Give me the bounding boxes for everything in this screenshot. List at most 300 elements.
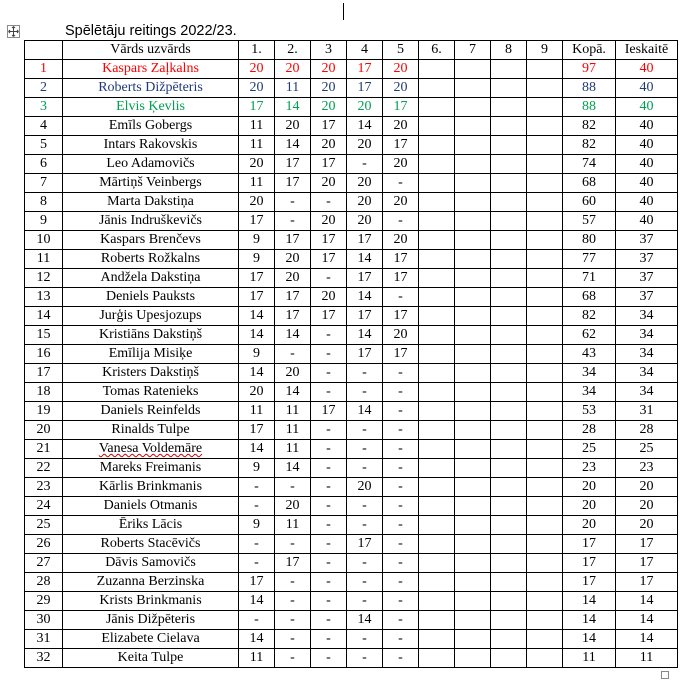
round-1-score-cell[interactable]: 17	[239, 573, 275, 592]
round-3-score-cell[interactable]: -	[311, 440, 347, 459]
round-2-score-cell[interactable]: 17	[275, 155, 311, 174]
round-2-score-cell[interactable]: -	[275, 611, 311, 630]
round-7-score-cell[interactable]	[455, 231, 491, 250]
round-2-score-cell[interactable]: -	[275, 193, 311, 212]
round-9-score-cell[interactable]	[527, 459, 563, 478]
round-3-score-cell[interactable]: 20	[311, 136, 347, 155]
round-4-score-cell[interactable]: -	[347, 421, 383, 440]
round-9-score-cell[interactable]	[527, 117, 563, 136]
round-3-score-cell[interactable]: -	[311, 554, 347, 573]
round-9-score-cell[interactable]	[527, 649, 563, 668]
round-2-score-cell[interactable]: 14	[275, 98, 311, 117]
round-3-score-cell[interactable]: -	[311, 630, 347, 649]
round-9-score-cell[interactable]	[527, 250, 563, 269]
player-name-cell[interactable]	[63, 307, 239, 326]
round-1-score-cell[interactable]: 11	[239, 174, 275, 193]
round-2-score-cell[interactable]: 11	[275, 402, 311, 421]
round-8-score-cell[interactable]	[491, 402, 527, 421]
round-7-score-cell[interactable]	[455, 497, 491, 516]
rank-cell[interactable]: 31	[25, 630, 63, 649]
round-4-score-cell[interactable]: 17	[347, 307, 383, 326]
round-2-score-cell[interactable]: -	[275, 478, 311, 497]
round-9-score-cell[interactable]	[527, 364, 563, 383]
counted-cell[interactable]: 20	[616, 497, 678, 516]
total-cell[interactable]: 17	[563, 554, 616, 573]
total-cell[interactable]: 82	[563, 117, 616, 136]
round-7-score-cell[interactable]	[455, 592, 491, 611]
round-9-score-cell[interactable]	[527, 440, 563, 459]
round-9-score-cell[interactable]	[527, 573, 563, 592]
round-2-score-cell[interactable]: 17	[275, 554, 311, 573]
round-1-score-cell[interactable]: -	[239, 535, 275, 554]
round-8-score-cell[interactable]	[491, 288, 527, 307]
round-3-score-cell[interactable]: 20	[311, 212, 347, 231]
table-resize-handle[interactable]	[661, 671, 669, 679]
counted-cell[interactable]: 17	[616, 554, 678, 573]
round-9-score-cell[interactable]	[527, 592, 563, 611]
round-6-score-cell[interactable]	[419, 79, 455, 98]
round-5-score-cell[interactable]: -	[383, 554, 419, 573]
round-8-score-cell[interactable]	[491, 79, 527, 98]
round-3-score-cell[interactable]: 17	[311, 307, 347, 326]
round-4-score-cell[interactable]: 14	[347, 250, 383, 269]
counted-cell[interactable]: 34	[616, 364, 678, 383]
round-2-score-cell[interactable]: 11	[275, 421, 311, 440]
round-5-score-cell[interactable]: 20	[383, 155, 419, 174]
round-5-score-cell[interactable]: -	[383, 573, 419, 592]
round-6-score-cell[interactable]	[419, 516, 455, 535]
header-round-8[interactable]: 8	[491, 41, 527, 60]
header-round-6[interactable]: 6.	[419, 41, 455, 60]
player-name-cell[interactable]	[63, 193, 239, 212]
round-5-score-cell[interactable]: -	[383, 478, 419, 497]
total-cell[interactable]: 23	[563, 459, 616, 478]
round-6-score-cell[interactable]	[419, 174, 455, 193]
round-3-score-cell[interactable]: -	[311, 516, 347, 535]
round-8-score-cell[interactable]	[491, 60, 527, 79]
total-cell[interactable]: 25	[563, 440, 616, 459]
round-1-score-cell[interactable]: 9	[239, 516, 275, 535]
round-6-score-cell[interactable]	[419, 402, 455, 421]
round-3-score-cell[interactable]: -	[311, 345, 347, 364]
player-name-cell[interactable]	[63, 117, 239, 136]
round-6-score-cell[interactable]	[419, 611, 455, 630]
rank-cell[interactable]: 9	[25, 212, 63, 231]
player-name-cell[interactable]	[63, 79, 239, 98]
total-cell[interactable]: 57	[563, 212, 616, 231]
rank-cell[interactable]: 8	[25, 193, 63, 212]
total-cell[interactable]: 71	[563, 269, 616, 288]
counted-cell[interactable]: 40	[616, 155, 678, 174]
player-name-cell[interactable]	[63, 611, 239, 630]
round-6-score-cell[interactable]	[419, 554, 455, 573]
round-4-score-cell[interactable]: 14	[347, 326, 383, 345]
round-3-score-cell[interactable]: -	[311, 326, 347, 345]
round-9-score-cell[interactable]	[527, 231, 563, 250]
player-name-cell[interactable]	[63, 478, 239, 497]
counted-cell[interactable]: 23	[616, 459, 678, 478]
round-5-score-cell[interactable]: -	[383, 364, 419, 383]
round-1-score-cell[interactable]: 14	[239, 630, 275, 649]
round-3-score-cell[interactable]: -	[311, 592, 347, 611]
round-2-score-cell[interactable]: 11	[275, 79, 311, 98]
round-7-score-cell[interactable]	[455, 212, 491, 231]
round-4-score-cell[interactable]: 20	[347, 174, 383, 193]
header-round-3[interactable]: 3	[311, 41, 347, 60]
player-name-cell[interactable]	[63, 288, 239, 307]
round-6-score-cell[interactable]	[419, 307, 455, 326]
round-7-score-cell[interactable]	[455, 421, 491, 440]
round-4-score-cell[interactable]: 17	[347, 269, 383, 288]
rank-cell[interactable]: 26	[25, 535, 63, 554]
round-2-score-cell[interactable]: 20	[275, 269, 311, 288]
total-cell[interactable]: 14	[563, 630, 616, 649]
round-5-score-cell[interactable]: -	[383, 535, 419, 554]
round-5-score-cell[interactable]: -	[383, 402, 419, 421]
header-name[interactable]: Vārds uzvārds	[63, 41, 239, 60]
rank-cell[interactable]: 29	[25, 592, 63, 611]
player-name-cell[interactable]	[63, 383, 239, 402]
round-5-score-cell[interactable]: -	[383, 212, 419, 231]
total-cell[interactable]: 77	[563, 250, 616, 269]
counted-cell[interactable]: 34	[616, 326, 678, 345]
header-round-2[interactable]: 2.	[275, 41, 311, 60]
counted-cell[interactable]: 40	[616, 98, 678, 117]
round-2-score-cell[interactable]: 14	[275, 136, 311, 155]
round-9-score-cell[interactable]	[527, 79, 563, 98]
rank-cell[interactable]: 28	[25, 573, 63, 592]
total-cell[interactable]: 74	[563, 155, 616, 174]
round-8-score-cell[interactable]	[491, 459, 527, 478]
counted-cell[interactable]: 40	[616, 212, 678, 231]
player-name-cell[interactable]	[63, 592, 239, 611]
player-name-cell[interactable]	[63, 554, 239, 573]
round-2-score-cell[interactable]: 20	[275, 250, 311, 269]
round-4-score-cell[interactable]: 14	[347, 611, 383, 630]
player-name-cell[interactable]	[63, 326, 239, 345]
table-move-handle[interactable]	[7, 25, 20, 38]
round-5-score-cell[interactable]: -	[383, 288, 419, 307]
round-1-score-cell[interactable]: -	[239, 478, 275, 497]
round-5-score-cell[interactable]: 17	[383, 345, 419, 364]
player-name-cell[interactable]	[63, 497, 239, 516]
round-4-score-cell[interactable]: 14	[347, 288, 383, 307]
round-7-score-cell[interactable]	[455, 364, 491, 383]
round-5-score-cell[interactable]: 20	[383, 117, 419, 136]
round-8-score-cell[interactable]	[491, 516, 527, 535]
rank-cell[interactable]: 20	[25, 421, 63, 440]
round-8-score-cell[interactable]	[491, 554, 527, 573]
total-cell[interactable]: 80	[563, 231, 616, 250]
round-1-score-cell[interactable]: 11	[239, 136, 275, 155]
rank-cell[interactable]: 32	[25, 649, 63, 668]
total-cell[interactable]: 11	[563, 649, 616, 668]
round-6-score-cell[interactable]	[419, 421, 455, 440]
rank-cell[interactable]: 30	[25, 611, 63, 630]
total-cell[interactable]: 68	[563, 174, 616, 193]
round-7-score-cell[interactable]	[455, 193, 491, 212]
round-4-score-cell[interactable]: -	[347, 554, 383, 573]
round-1-score-cell[interactable]: 11	[239, 402, 275, 421]
rank-cell[interactable]: 7	[25, 174, 63, 193]
round-4-score-cell[interactable]: -	[347, 497, 383, 516]
round-8-score-cell[interactable]	[491, 98, 527, 117]
round-1-score-cell[interactable]: 11	[239, 117, 275, 136]
round-1-score-cell[interactable]: 9	[239, 231, 275, 250]
counted-cell[interactable]: 14	[616, 630, 678, 649]
round-5-score-cell[interactable]: 17	[383, 307, 419, 326]
round-8-score-cell[interactable]	[491, 440, 527, 459]
round-5-score-cell[interactable]: -	[383, 440, 419, 459]
round-7-score-cell[interactable]	[455, 630, 491, 649]
round-5-score-cell[interactable]: 20	[383, 326, 419, 345]
player-name-cell[interactable]	[63, 60, 239, 79]
round-1-score-cell[interactable]: -	[239, 611, 275, 630]
round-7-score-cell[interactable]	[455, 155, 491, 174]
total-cell[interactable]: 14	[563, 611, 616, 630]
round-8-score-cell[interactable]	[491, 649, 527, 668]
player-name-cell[interactable]	[63, 421, 239, 440]
round-2-score-cell[interactable]: 11	[275, 516, 311, 535]
round-9-score-cell[interactable]	[527, 383, 563, 402]
round-4-score-cell[interactable]: 20	[347, 212, 383, 231]
round-3-score-cell[interactable]: 17	[311, 250, 347, 269]
header-round-4[interactable]: 4	[347, 41, 383, 60]
round-7-score-cell[interactable]	[455, 98, 491, 117]
round-8-score-cell[interactable]	[491, 345, 527, 364]
round-4-score-cell[interactable]: 17	[347, 345, 383, 364]
round-6-score-cell[interactable]	[419, 649, 455, 668]
counted-cell[interactable]: 40	[616, 174, 678, 193]
round-3-score-cell[interactable]: 20	[311, 79, 347, 98]
counted-cell[interactable]: 34	[616, 345, 678, 364]
round-9-score-cell[interactable]	[527, 307, 563, 326]
round-1-score-cell[interactable]: -	[239, 554, 275, 573]
round-4-score-cell[interactable]: -	[347, 155, 383, 174]
rank-cell[interactable]: 19	[25, 402, 63, 421]
round-2-score-cell[interactable]: 14	[275, 326, 311, 345]
rank-cell[interactable]: 2	[25, 79, 63, 98]
rank-cell[interactable]: 16	[25, 345, 63, 364]
round-4-score-cell[interactable]: 17	[347, 535, 383, 554]
round-1-score-cell[interactable]: 20	[239, 60, 275, 79]
total-cell[interactable]: 68	[563, 288, 616, 307]
total-cell[interactable]: 82	[563, 307, 616, 326]
round-6-score-cell[interactable]	[419, 269, 455, 288]
round-5-score-cell[interactable]: -	[383, 630, 419, 649]
player-name-cell[interactable]	[63, 345, 239, 364]
round-8-score-cell[interactable]	[491, 535, 527, 554]
round-2-score-cell[interactable]: 20	[275, 497, 311, 516]
round-7-score-cell[interactable]	[455, 611, 491, 630]
round-9-score-cell[interactable]	[527, 136, 563, 155]
round-6-score-cell[interactable]	[419, 440, 455, 459]
total-cell[interactable]: 17	[563, 535, 616, 554]
round-8-score-cell[interactable]	[491, 231, 527, 250]
round-6-score-cell[interactable]	[419, 136, 455, 155]
round-8-score-cell[interactable]	[491, 193, 527, 212]
round-9-score-cell[interactable]	[527, 554, 563, 573]
round-7-score-cell[interactable]	[455, 269, 491, 288]
round-5-score-cell[interactable]: -	[383, 497, 419, 516]
round-6-score-cell[interactable]	[419, 364, 455, 383]
round-4-score-cell[interactable]: -	[347, 573, 383, 592]
counted-cell[interactable]: 17	[616, 573, 678, 592]
round-4-score-cell[interactable]: 14	[347, 117, 383, 136]
round-7-score-cell[interactable]	[455, 440, 491, 459]
round-1-score-cell[interactable]: 14	[239, 307, 275, 326]
counted-cell[interactable]: 37	[616, 231, 678, 250]
counted-cell[interactable]: 31	[616, 402, 678, 421]
rank-cell[interactable]: 5	[25, 136, 63, 155]
round-9-score-cell[interactable]	[527, 611, 563, 630]
round-7-score-cell[interactable]	[455, 79, 491, 98]
round-7-score-cell[interactable]	[455, 478, 491, 497]
round-7-score-cell[interactable]	[455, 288, 491, 307]
total-cell[interactable]: 14	[563, 592, 616, 611]
counted-cell[interactable]: 34	[616, 383, 678, 402]
round-1-score-cell[interactable]: 9	[239, 345, 275, 364]
round-3-score-cell[interactable]: 17	[311, 155, 347, 174]
rank-cell[interactable]: 17	[25, 364, 63, 383]
player-name-cell[interactable]	[63, 174, 239, 193]
header-round-1[interactable]: 1.	[239, 41, 275, 60]
round-5-score-cell[interactable]: -	[383, 174, 419, 193]
round-4-score-cell[interactable]: 17	[347, 79, 383, 98]
round-6-score-cell[interactable]	[419, 383, 455, 402]
round-3-score-cell[interactable]: -	[311, 383, 347, 402]
header-nr[interactable]	[25, 41, 63, 60]
round-8-score-cell[interactable]	[491, 497, 527, 516]
round-8-score-cell[interactable]	[491, 250, 527, 269]
round-6-score-cell[interactable]	[419, 326, 455, 345]
round-5-score-cell[interactable]: -	[383, 421, 419, 440]
total-cell[interactable]: 53	[563, 402, 616, 421]
round-4-score-cell[interactable]: -	[347, 459, 383, 478]
round-4-score-cell[interactable]: -	[347, 630, 383, 649]
round-6-score-cell[interactable]	[419, 288, 455, 307]
round-3-score-cell[interactable]: 17	[311, 117, 347, 136]
player-name-cell[interactable]	[63, 269, 239, 288]
rank-cell[interactable]: 15	[25, 326, 63, 345]
round-8-score-cell[interactable]	[491, 307, 527, 326]
rank-cell[interactable]: 4	[25, 117, 63, 136]
round-3-score-cell[interactable]: -	[311, 478, 347, 497]
round-6-score-cell[interactable]	[419, 459, 455, 478]
round-3-score-cell[interactable]: -	[311, 611, 347, 630]
total-cell[interactable]: 88	[563, 98, 616, 117]
round-5-score-cell[interactable]: 20	[383, 231, 419, 250]
counted-cell[interactable]: 20	[616, 478, 678, 497]
round-9-score-cell[interactable]	[527, 421, 563, 440]
round-5-score-cell[interactable]: -	[383, 649, 419, 668]
counted-cell[interactable]: 40	[616, 136, 678, 155]
round-6-score-cell[interactable]	[419, 250, 455, 269]
round-5-score-cell[interactable]: 20	[383, 79, 419, 98]
round-3-score-cell[interactable]: 20	[311, 98, 347, 117]
round-9-score-cell[interactable]	[527, 402, 563, 421]
round-8-score-cell[interactable]	[491, 326, 527, 345]
round-4-score-cell[interactable]: 17	[347, 60, 383, 79]
rank-cell[interactable]: 27	[25, 554, 63, 573]
total-cell[interactable]: 20	[563, 478, 616, 497]
round-7-score-cell[interactable]	[455, 554, 491, 573]
round-3-score-cell[interactable]: 20	[311, 288, 347, 307]
player-name-cell[interactable]	[63, 630, 239, 649]
round-3-score-cell[interactable]: -	[311, 364, 347, 383]
round-4-score-cell[interactable]: 20	[347, 98, 383, 117]
counted-cell[interactable]: 34	[616, 307, 678, 326]
round-2-score-cell[interactable]: 14	[275, 383, 311, 402]
rank-cell[interactable]: 11	[25, 250, 63, 269]
counted-cell[interactable]: 40	[616, 60, 678, 79]
round-5-score-cell[interactable]: -	[383, 459, 419, 478]
round-9-score-cell[interactable]	[527, 478, 563, 497]
round-2-score-cell[interactable]: -	[275, 649, 311, 668]
round-2-score-cell[interactable]: 20	[275, 117, 311, 136]
round-6-score-cell[interactable]	[419, 155, 455, 174]
round-3-score-cell[interactable]: 20	[311, 174, 347, 193]
round-3-score-cell[interactable]: -	[311, 535, 347, 554]
round-4-score-cell[interactable]: -	[347, 649, 383, 668]
round-1-score-cell[interactable]: 9	[239, 250, 275, 269]
counted-cell[interactable]: 11	[616, 649, 678, 668]
round-4-score-cell[interactable]: 17	[347, 231, 383, 250]
round-1-score-cell[interactable]: 14	[239, 440, 275, 459]
round-5-score-cell[interactable]: 17	[383, 250, 419, 269]
round-1-score-cell[interactable]: 14	[239, 364, 275, 383]
round-3-score-cell[interactable]: -	[311, 421, 347, 440]
round-8-score-cell[interactable]	[491, 155, 527, 174]
round-3-score-cell[interactable]: -	[311, 193, 347, 212]
counted-cell[interactable]: 25	[616, 440, 678, 459]
player-name-cell[interactable]	[63, 364, 239, 383]
round-7-score-cell[interactable]	[455, 345, 491, 364]
round-5-score-cell[interactable]: -	[383, 516, 419, 535]
round-4-score-cell[interactable]: -	[347, 516, 383, 535]
round-3-score-cell[interactable]: -	[311, 497, 347, 516]
round-7-score-cell[interactable]	[455, 307, 491, 326]
round-2-score-cell[interactable]: 20	[275, 60, 311, 79]
round-2-score-cell[interactable]: 17	[275, 174, 311, 193]
round-4-score-cell[interactable]: 14	[347, 402, 383, 421]
player-name-cell[interactable]	[63, 649, 239, 668]
round-6-score-cell[interactable]	[419, 60, 455, 79]
round-5-score-cell[interactable]: 17	[383, 136, 419, 155]
rank-cell[interactable]: 24	[25, 497, 63, 516]
rank-cell[interactable]: 13	[25, 288, 63, 307]
round-9-score-cell[interactable]	[527, 326, 563, 345]
round-5-score-cell[interactable]: -	[383, 592, 419, 611]
counted-cell[interactable]: 37	[616, 269, 678, 288]
round-6-score-cell[interactable]	[419, 231, 455, 250]
player-name-cell[interactable]	[63, 136, 239, 155]
round-1-score-cell[interactable]: 14	[239, 592, 275, 611]
total-cell[interactable]: 82	[563, 136, 616, 155]
rank-cell[interactable]: 18	[25, 383, 63, 402]
round-7-score-cell[interactable]	[455, 649, 491, 668]
player-name-cell[interactable]	[63, 231, 239, 250]
round-9-score-cell[interactable]	[527, 60, 563, 79]
total-cell[interactable]: 60	[563, 193, 616, 212]
round-3-score-cell[interactable]: -	[311, 459, 347, 478]
rank-cell[interactable]: 25	[25, 516, 63, 535]
round-2-score-cell[interactable]: -	[275, 592, 311, 611]
round-2-score-cell[interactable]: 17	[275, 231, 311, 250]
round-1-score-cell[interactable]: 20	[239, 155, 275, 174]
round-1-score-cell[interactable]: 14	[239, 326, 275, 345]
player-name-cell[interactable]	[63, 516, 239, 535]
